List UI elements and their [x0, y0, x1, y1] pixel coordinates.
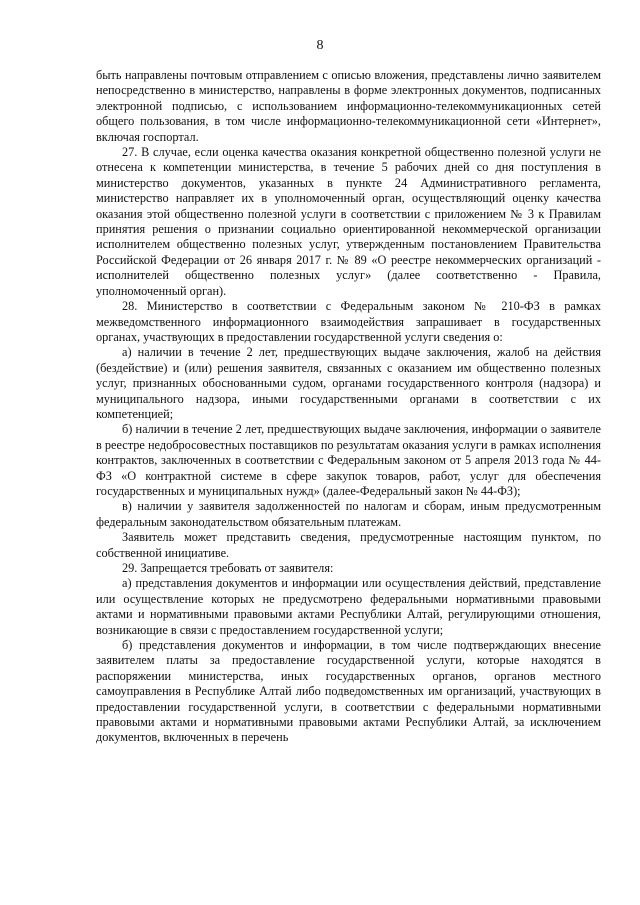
paragraph-28-initiative: Заявитель может представить сведения, предусмотренные настоящим пунктом, по собственной инициативе.	[96, 530, 601, 560]
paragraph-28-v: в) наличии у заявителя задолженностей по налогам и сборам, иным предусмотренным федеральным законодательством обязательным платежам.	[96, 499, 601, 529]
paragraph-28: 28. Министерство в соответствии с Федеральным законом № 210-ФЗ в рамках межведомственного информационного взаимодействия запрашивает в государственных органах, участвующих в предоставлении государственной услуги сведения о:	[96, 299, 601, 344]
paragraph-continuation: быть направлены почтовым отправлением с описью вложения, представлены лично заявителем непосредственно в министерство, направлены в форме электронных документов, подписанных электронной подписью, с использованием информационно-телекоммуникационных сетей общего пользования, в том числе информационно-телекоммуникационной сети «Интернет», включая госпортал.	[96, 68, 601, 144]
paragraph-28-b: б) наличии в течение 2 лет, предшествующих выдаче заключения, информации о заявителе в реестре недобросовестных поставщиков по результатам оказания услуги в рамках исполнения контрактов, заключенных в соответствии с Федеральным законом от 5 апреля 2013 года № 44-ФЗ «О контрактной системе в сфере закупок товаров, работ, услуг для обеспечения государственных и муниципальных нужд» (далее-Федеральный закон № 44-ФЗ);	[96, 422, 601, 498]
paragraph-28-a: а) наличии в течение 2 лет, предшествующих выдаче заключения, жалоб на действия (бездействие) и (или) решения заявителя, связанных с оказанием им общественно полезных услуг, признанных обоснованными судом, органами государственного контроля (надзора) и муниципального надзора, иными государственными органами в соответствии с их компетенцией;	[96, 345, 601, 421]
paragraph-29-a: а) представления документов и информации или осуществления действий, представление или осуществление которых не предусмотрено федеральными нормативными правовыми актами и нормативными правовыми актами Республики Алтай, регулирующими отношения, возникающие в связи с предоставлением государственной услуги;	[96, 576, 601, 637]
paragraph-29: 29. Запрещается требовать от заявителя:	[122, 561, 334, 575]
paragraph-27: 27. В случае, если оценка качества оказания конкретной общественно полезной услуги не отнесена к компетенции министерства, в течение 5 рабочих дней со дня поступления в министерство документов, указанных в пункте 24 Административного регламента, министерство направляет их в уполномоченный орган, осуществляющий оценку качества оказания этой общественно полезной услуги в соответствии с приложением № 3 к Правилам принятия решения о признании социально ориентированной некоммерческой организации исполнителем общественно полезных услуг, утвержденным постановлением Правительства Российской Федерации от 26 января 2017 г. № 89 «О реестре некоммерческих организаций - исполнителей общественно полезных услуг» (далее соответственно - Правила, уполномоченный орган).	[96, 145, 601, 298]
paragraph-29-b: б) представления документов и информации, в том числе подтверждающих внесение заявителем платы за предоставление государственной услуги, которые находятся в распоряжении министерства, иных государственных органов, органов местного самоуправления в Республике Алтай либо подведомственных им организаций, участвующих в предоставлении государственной услуги, в соответствии с федеральными нормативными правовыми актами и нормативными правовыми актами Республики Алтай, за исключением документов, включенных в перечень	[96, 638, 601, 745]
document-body	[96, 68, 601, 746]
page-number: 8	[316, 38, 324, 53]
